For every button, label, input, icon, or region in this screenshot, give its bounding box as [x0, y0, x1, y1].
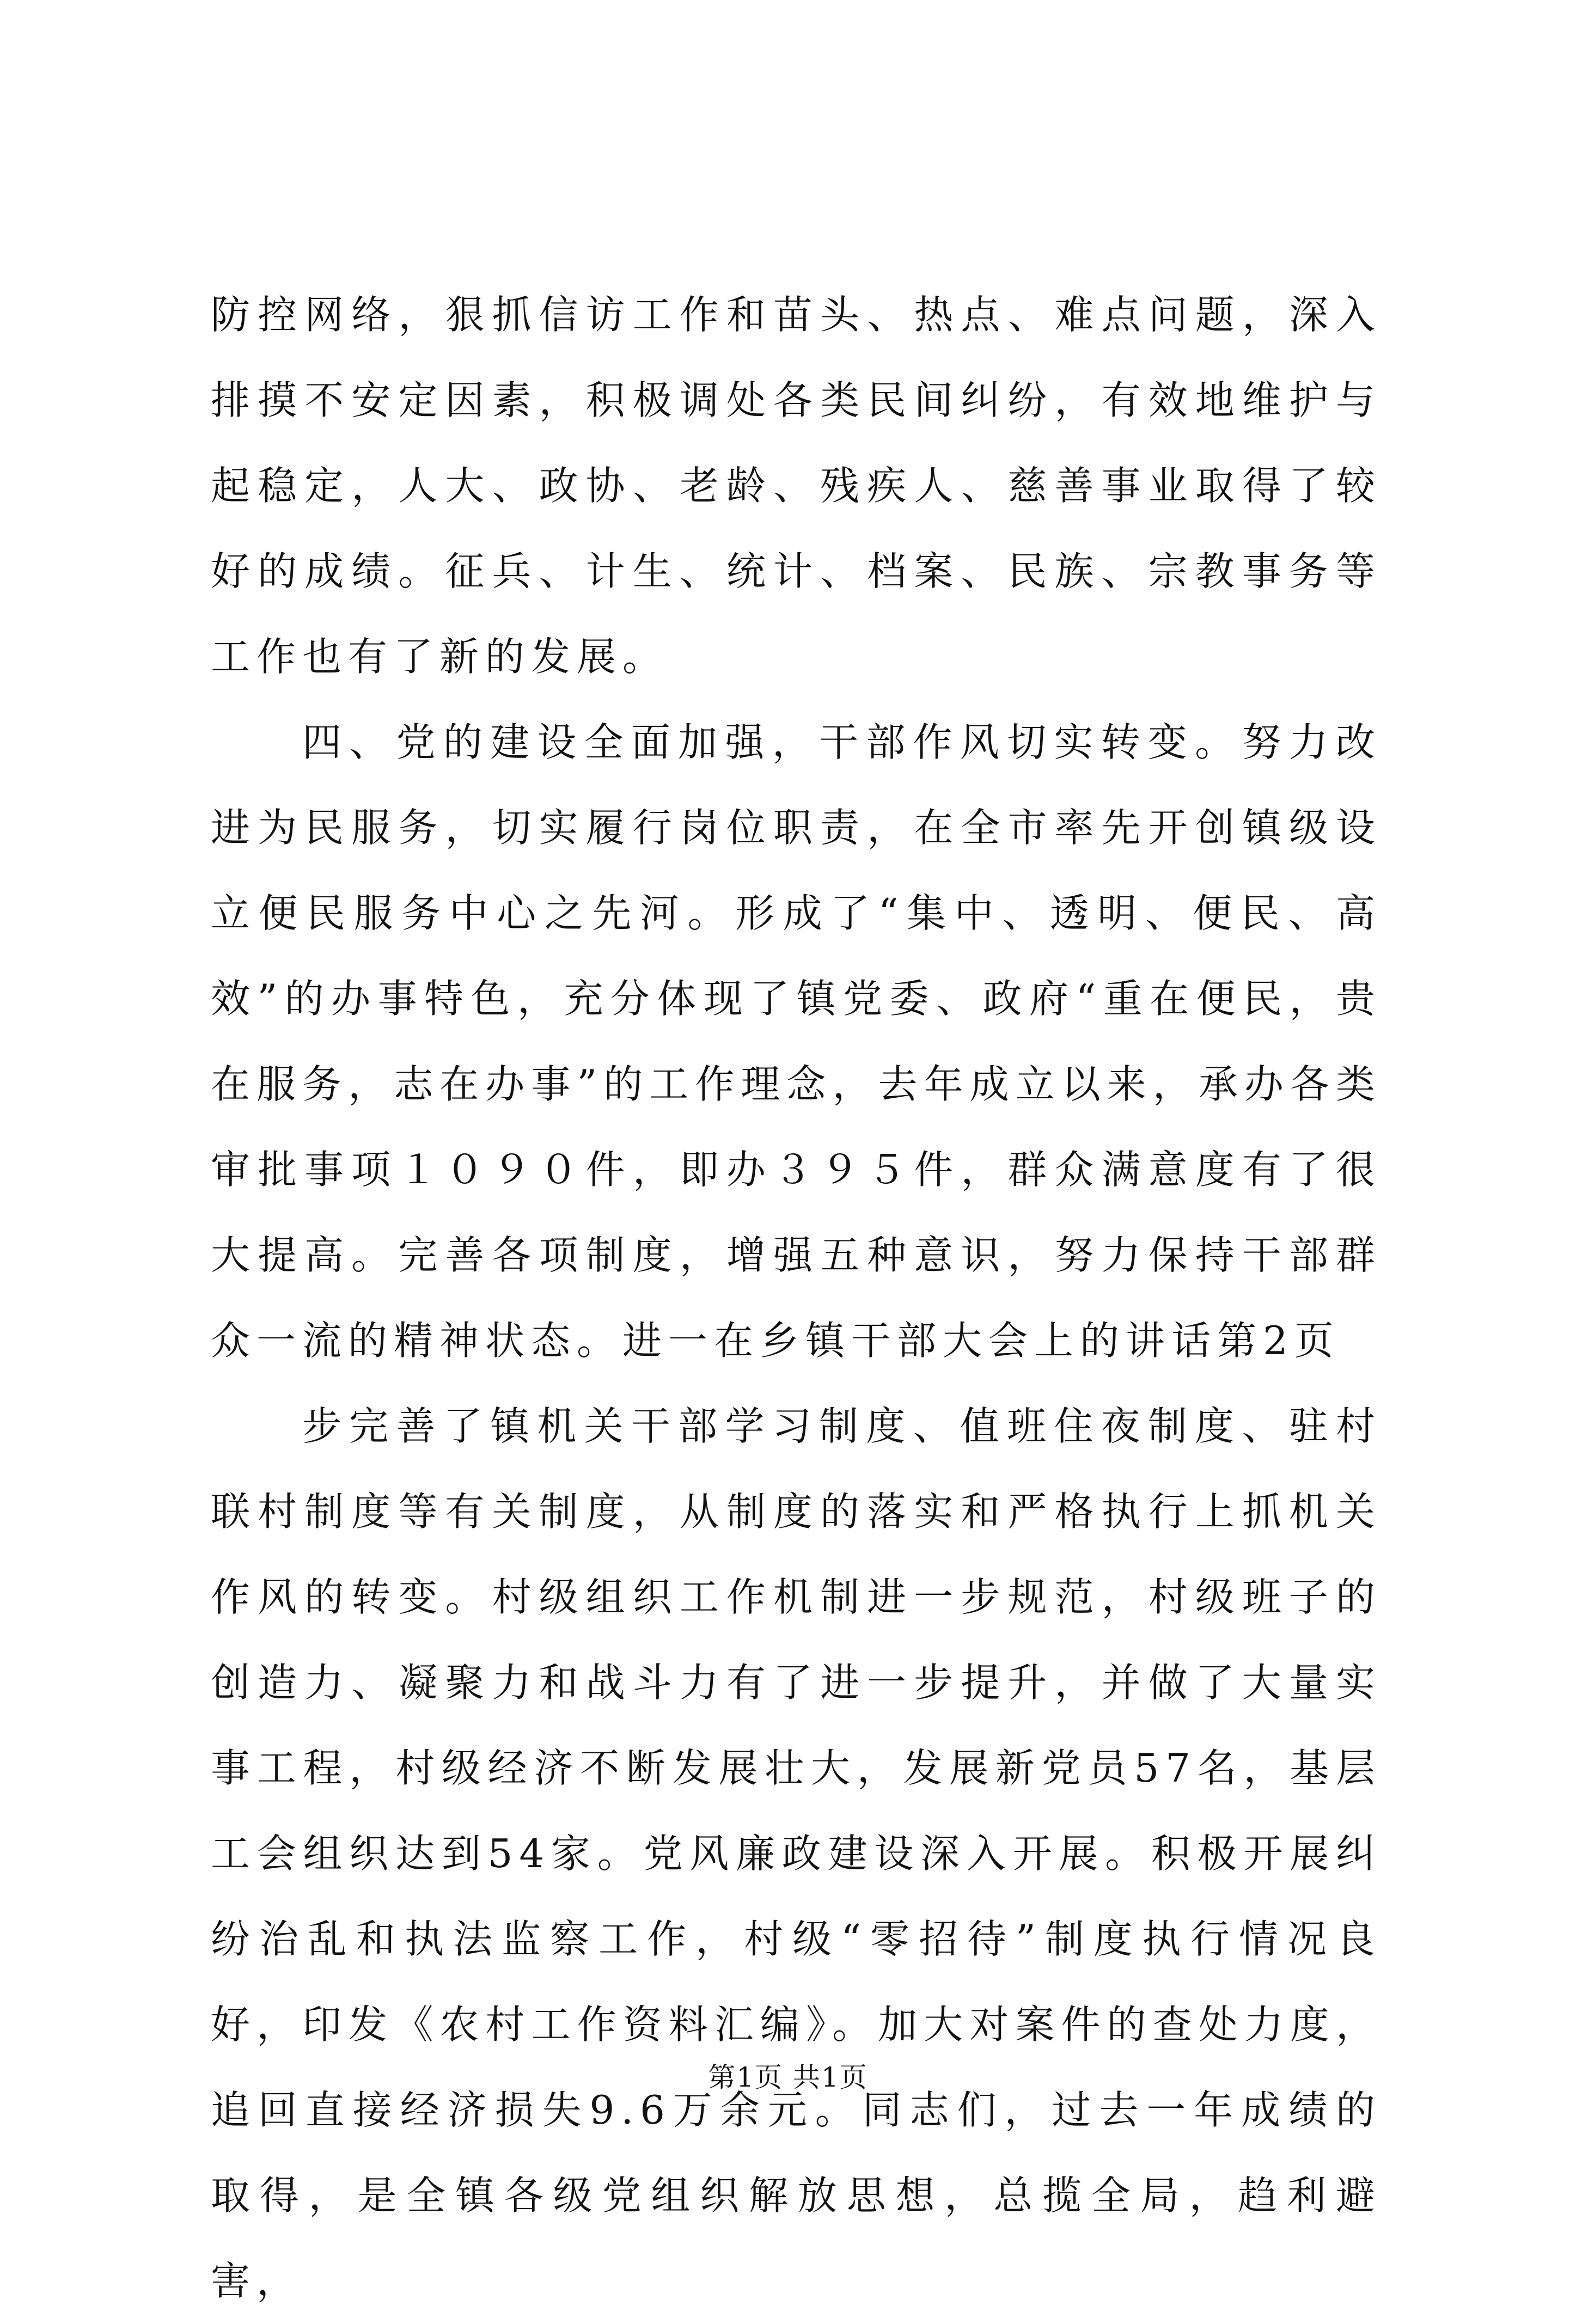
document-body [211, 272, 1382, 2324]
paragraph-2: 四、党的建设全面加强，干部作风切实转变。努力改进为民服务，切实履行岗位职责，在全市率先开创镇级设立便民服务中心之先河。形成了“集中、透明、便民、高效”的办事特色，充分体现了镇党委、政府“重在便民，贵在服务，志在办事”的工作理念，去年成立以来，承办各类审批事项１０９０件，即办３９５件，群众满意度有了很大提高。完善各项制度，增强五种意识，努力保持干部群众一流的精神状态。进一在乡镇干部大会上的讲话第2页 [211, 719, 1382, 1363]
page-footer: 第1页 共1页 [708, 2062, 868, 2093]
paragraph-1: 防控网络，狠抓信访工作和苗头、热点、难点问题，深入排摸不安定因素，积极调处各类民间纠纷，有效地维护与起稳定，人大、政协、老龄、残疾人、慈善事业取得了较好的成绩。征兵、计生、统计、档案、民族、宗教事务等工作也有了新的发展。 [211, 292, 1382, 680]
paragraph-3: 步完善了镇机关干部学习制度、值班住夜制度、驻村联村制度等有关制度，从制度的落实和严格执行上抓机关作风的转变。村级组织工作机制进一步规范，村级班子的创造力、凝聚力和战斗力有了进一步提升，并做了大量实事工程，村级经济不断发展壮大，发展新党员57名，基层工会组织达到54家。党风廉政建设深入开展。积极开展纠纷治乱和执法监察工作，村级“零招待”制度执行情况良好，印发《农村工作资料汇编》。加大对案件的查处力度，追回直接经济损失9.6万余元。同志们，过去一年成绩的取得，是全镇各级党组织解放思想，总揽全局，趋利避害， [211, 1403, 1382, 2304]
